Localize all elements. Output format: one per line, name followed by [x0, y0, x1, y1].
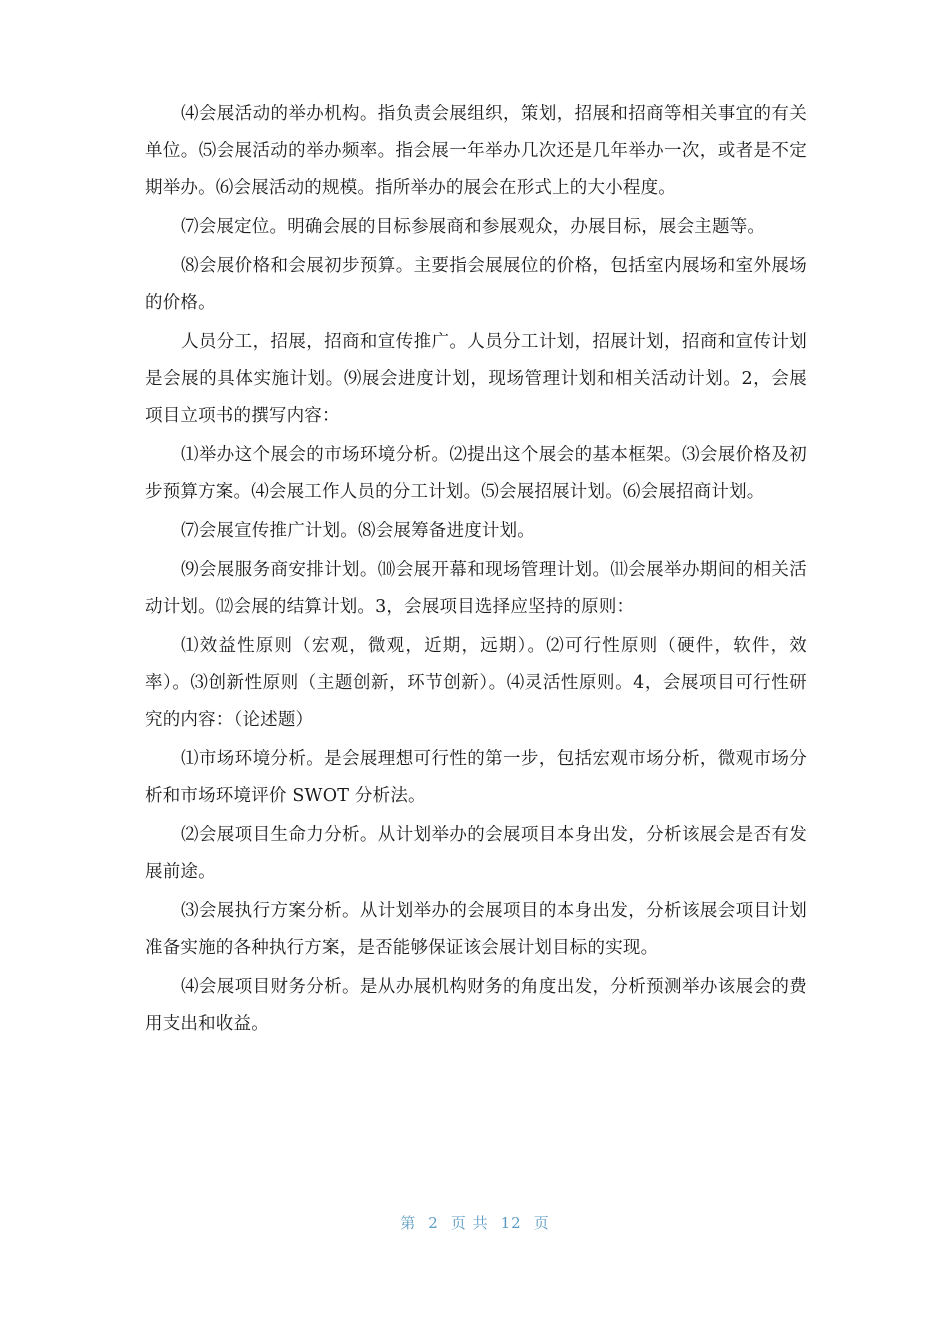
paragraph-2: ⑺会展定位。明确会展的目标参展商和参展观众，办展目标，展会主题等。	[181, 217, 766, 237]
paragraph-7: ⑼会展服务商安排计划。⑽会展开幕和现场管理计划。⑾会展举办期间的相关活动计划。⑿会展的结算计划。3，会展项目选择应坚持的原则：	[145, 560, 807, 617]
paragraph-9: ⑴市场环境分析。是会展理想可行性的第一步，包括宏观市场分析，微观市场分析和市场环境评价 SWOT 分析法。	[145, 749, 807, 806]
paragraph-4: 人员分工，招展，招商和宣传推广。人员分工计划，招展计划，招商和宣传计划是会展的具体实施计划。⑼展会进度计划，现场管理计划和相关活动计划。2，会展项目立项书的撰写内容：	[145, 332, 807, 426]
document-body	[145, 96, 807, 1045]
paragraph-8: ⑴效益性原则（宏观，微观，近期，远期）。⑵可行性原则（硬件，软件，效率）。⑶创新性原则（主题创新，环节创新）。⑷灵活性原则。4，会展项目可行性研究的内容：（论述题）	[145, 636, 807, 730]
footer-prefix: 第	[400, 1214, 417, 1232]
footer-suffix: 页	[533, 1214, 550, 1232]
paragraph-12: ⑷会展项目财务分析。是从办展机构财务的角度出发，分析预测举办该展会的费用支出和收益。	[145, 977, 807, 1034]
footer-middle: 页 共	[450, 1214, 489, 1232]
paragraph-11: ⑶会展执行方案分析。从计划举办的会展项目的本身出发，分析该展会项目计划准备实施的各种执行方案，是否能够保证该会展计划目标的实现。	[145, 901, 807, 958]
paragraph-6: ⑺会展宣传推广计划。⑻会展筹备进度计划。	[181, 521, 535, 541]
footer-total-pages: 12	[500, 1214, 522, 1232]
paragraph-1: ⑷会展活动的举办机构。指负责会展组织，策划，招展和招商等相关事宜的有关单位。⑸会展活动的举办频率。指会展一年举办几次还是几年举办一次，或者是不定期举办。⑹会展活动的规模。指所举办的展会在形式上的大小程度。	[145, 104, 807, 198]
page-footer	[0, 1212, 950, 1233]
paragraph-5: ⑴举办这个展会的市场环境分析。⑵提出这个展会的基本框架。⑶会展价格及初步预算方案。⑷会展工作人员的分工计划。⑸会展招展计划。⑹会展招商计划。	[145, 445, 807, 502]
paragraph-10: ⑵会展项目生命力分析。从计划举办的会展项目本身出发，分析该展会是否有发展前途。	[145, 825, 807, 882]
footer-current-page: 2	[428, 1214, 439, 1232]
paragraph-3: ⑻会展价格和会展初步预算。主要指会展展位的价格，包括室内展场和室外展场的价格。	[145, 256, 807, 313]
